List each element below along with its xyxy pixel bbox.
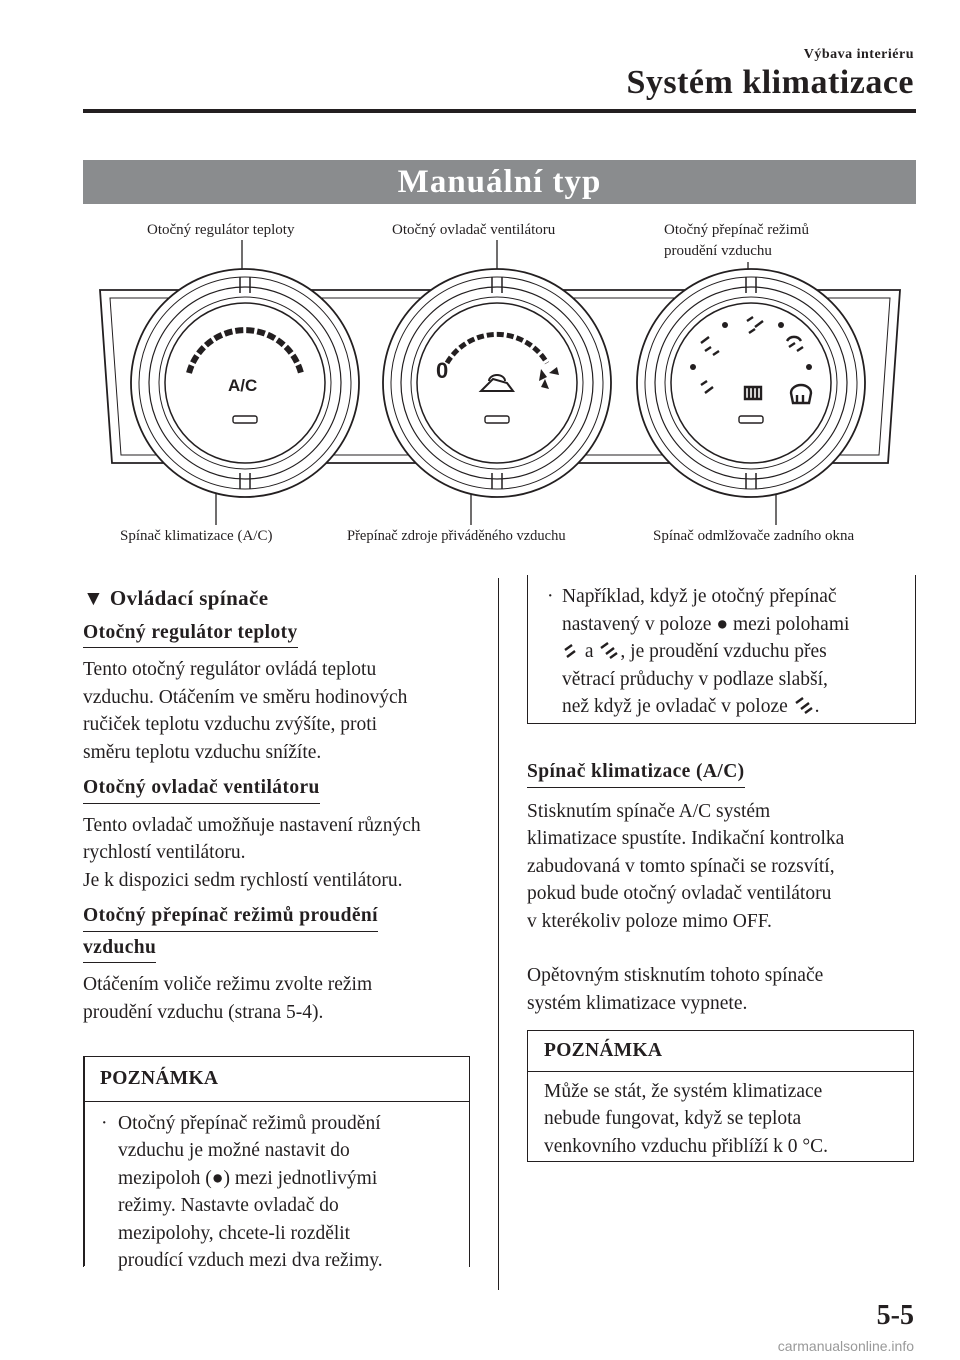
label-recirc-switch: Přepínač zdroje přiváděného vzduchu [347, 528, 566, 544]
label-temp-dial: Otočný regulátor teploty [147, 222, 295, 238]
section-header: Výbava interiéru [803, 47, 914, 62]
bilevel-mode-icon [598, 640, 620, 660]
fan-heading: Otočný ovladač ventilátoru [83, 774, 320, 804]
mode-heading: Otočný přepínač režimů proudění vzduchu [83, 902, 478, 963]
label-rear-defrost-switch: Spínač odmlžovače zadního okna [653, 528, 855, 544]
ac-paragraph-2: Opětovným stisknutím tohoto spínače systém klimatizace vypnete. [527, 965, 824, 1014]
label-ac-switch: Spínač klimatizace (A/C) [120, 528, 273, 544]
temp-heading: Otočný regulátor teploty [83, 619, 298, 649]
column-divider [498, 578, 499, 1290]
note-title-2: POZNÁMKA [528, 1031, 913, 1072]
label-fan-dial: Otočný ovladač ventilátoru [392, 222, 556, 238]
ac-paragraph-1: Stisknutím spínače A/C systém klimatizace spustíte. Indikační kontrolka zabudovaná v tomto spínači se rozsvítí, pokud bude otočný ovladač ventilátoru v kterékoliv poloze mimo OFF. [527, 800, 845, 932]
mode-paragraph: Otáčením voliče režimu zvolte režim proudění vzduchu (strana 5-4). [83, 974, 373, 1023]
fan-dial [383, 269, 611, 497]
bilevel-mode-icon-2 [793, 695, 815, 715]
intermediate-position-dot-icon: ● [716, 613, 729, 635]
right-note-continued: · Například, když je otočný přepínač nastavený v poloze ● mezi polohami a , je proudění vzduchu přes větrací průduchy v podlaze slabší, než když je ovladač v poloze . [527, 575, 916, 724]
page-number: 5-5 [876, 1300, 914, 1331]
fan-paragraph: Tento ovladač umožňuje nastavení různých rychlostí ventilátoru. Je k dispozici sedm rychlostí ventilátoru. [83, 814, 421, 891]
watermark: carmanualsonline.info [777, 1338, 914, 1354]
note-left-edge [83, 1056, 85, 1266]
floor-mode-icon [562, 642, 580, 660]
triangle-marker-icon: ▼ [83, 586, 105, 610]
fan-zero-text: 0 [436, 358, 449, 383]
controls-section-title: ▼ Ovládací spínače [83, 586, 269, 610]
note-body: · Otočný přepínač režimů proudění vzduchu je možné nastavit do mezipoloh (●) mezi jednotlivými režimy. Nastavte ovladač do mezipolohy, chcete-li rozdělit proudící vzduch mezi dva režimy. [101, 1112, 383, 1271]
left-note-box [83, 1056, 470, 1271]
left-column [83, 585, 478, 1026]
right-column [527, 758, 917, 1017]
note-body-2: Může se stát, že systém klimatizace nebude fungovat, když se teplota venkovního vzduchu přiblíží k 0 °C. [544, 1080, 829, 1157]
label-mode-dial-1: Otočný přepínač režimů [664, 222, 809, 238]
ac-heading: Spínač klimatizace (A/C) [527, 758, 745, 788]
intermediate-position-dot-icon: ● [211, 1167, 224, 1189]
note-title: POZNÁMKA [84, 1057, 469, 1102]
label-mode-dial-2: proudění vzduchu [664, 243, 772, 259]
temp-paragraph: Tento otočný regulátor ovládá teplotu vzduchu. Otáčením ve směru hodinových ručiček teplotu vzduchu zvýšíte, proti směru teplotu vzduchu snížíte. [83, 659, 408, 763]
figure-banner: Manuální typ [83, 160, 916, 204]
right-note-box [527, 1030, 914, 1162]
page-title: Systém klimatizace [626, 64, 914, 101]
ac-dial-text: A/C [228, 376, 258, 395]
airflow-mode-dial [637, 269, 865, 497]
